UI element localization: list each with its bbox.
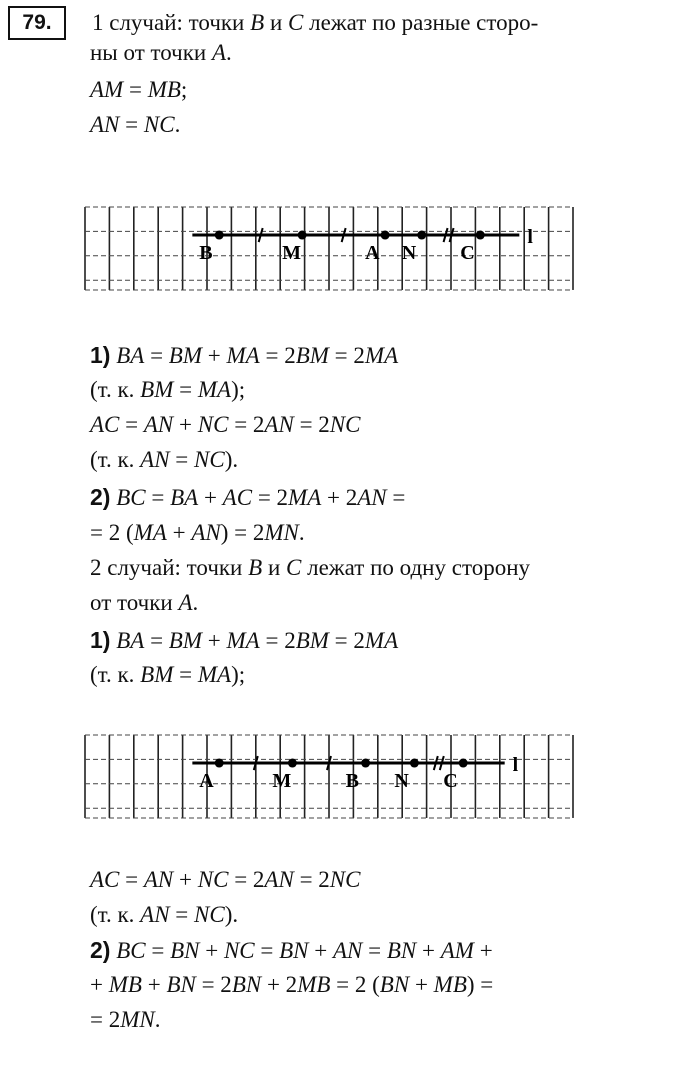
point-label: B (199, 242, 213, 265)
math-variable: MA (197, 377, 232, 402)
text-line (90, 660, 245, 690)
math-variable: BN (386, 938, 417, 963)
point-a (215, 759, 224, 768)
text-segment: = 2 (328, 628, 365, 653)
point-b (215, 231, 224, 240)
text-segment: = (145, 938, 171, 963)
text-segment: 2 случай: точки (90, 555, 249, 580)
math-variable: A (178, 590, 193, 615)
text-segment: = 2 (228, 412, 265, 437)
text-segment: = 2 (328, 343, 365, 368)
math-variable: BA (170, 485, 199, 510)
text-line (90, 900, 238, 930)
text-segment: = 2 (252, 485, 289, 510)
text-segment: = (173, 377, 198, 402)
math-variable: AC (90, 867, 120, 892)
math-variable: B (250, 10, 265, 35)
math-variable: BA (116, 628, 145, 653)
math-variable: NC (194, 902, 225, 927)
text-segment: . (298, 520, 305, 545)
text-segment: 1 случай: точки (92, 10, 251, 35)
point-label: C (460, 242, 475, 265)
text-segment: = (254, 938, 280, 963)
text-line (92, 8, 538, 38)
math-variable: NC (194, 447, 225, 472)
text-segment: = 2 ( (330, 972, 380, 997)
point-label: A (365, 242, 380, 265)
text-segment: ны от точки (90, 40, 212, 65)
math-variable: MN (120, 1007, 155, 1032)
text-segment: + (198, 485, 223, 510)
math-variable: AM (440, 938, 474, 963)
text-segment: + 2 (321, 485, 358, 510)
text-segment: = (144, 628, 169, 653)
math-variable: BM (295, 343, 329, 368)
math-variable: MN (264, 520, 299, 545)
math-variable: AN (264, 867, 294, 892)
text-segment: + (90, 972, 109, 997)
text-segment: ); (231, 662, 246, 687)
point-label: N (401, 242, 417, 265)
math-variable: AN (143, 412, 174, 437)
math-variable: NC (329, 867, 361, 892)
math-variable: BN (379, 972, 410, 997)
text-segment: + (173, 412, 198, 437)
text-segment: + (173, 867, 198, 892)
math-variable: BC (116, 938, 146, 963)
math-variable: BM (168, 343, 203, 368)
line-label: l (512, 754, 519, 777)
point-label: M (282, 242, 302, 265)
text-segment: = (362, 938, 387, 963)
math-variable: BM (140, 377, 174, 402)
math-variable: C (286, 555, 302, 580)
text-line (90, 445, 238, 475)
math-variable: BC (116, 485, 146, 510)
point-label: M (272, 770, 292, 793)
math-variable: BM (168, 628, 203, 653)
math-variable: MA (364, 343, 399, 368)
text-line (90, 553, 530, 583)
number-line-diagram-case-2 (80, 733, 580, 823)
text-segment: = 2 (259, 343, 296, 368)
text-segment: + (199, 938, 224, 963)
point-label: B (345, 770, 359, 793)
math-variable: AN (140, 902, 170, 927)
text-segment: (т. к. (90, 447, 141, 472)
item-number: 2) (90, 484, 111, 510)
text-segment: + (202, 628, 227, 653)
math-variable: AN (264, 412, 294, 437)
text-segment: лежат по разные сторо- (303, 10, 539, 35)
text-segment: лежат по одну сторону (301, 555, 531, 580)
math-variable: C (288, 10, 304, 35)
math-variable: MA (197, 662, 232, 687)
text-line (90, 625, 398, 656)
text-segment: = (119, 867, 144, 892)
text-line (90, 410, 360, 440)
math-variable: MA (133, 520, 167, 545)
text-segment: ) = (466, 972, 494, 997)
math-variable: AN (90, 112, 120, 137)
math-variable: BM (140, 662, 174, 687)
math-variable: AC (222, 485, 253, 510)
math-variable: A (211, 40, 227, 65)
math-variable: MA (226, 343, 260, 368)
math-variable: NC (143, 112, 175, 137)
text-segment: + (166, 520, 192, 545)
text-segment: ); (231, 377, 246, 402)
text-segment: + (473, 938, 493, 963)
text-segment: = (173, 662, 198, 687)
math-variable: BA (116, 343, 145, 368)
math-variable: MB (147, 77, 181, 102)
math-variable: MA (288, 485, 322, 510)
text-segment: = (386, 485, 406, 510)
text-segment: = (144, 343, 169, 368)
text-segment: + (202, 343, 227, 368)
point-c (476, 231, 485, 240)
text-segment: = (119, 112, 144, 137)
text-segment: . (226, 40, 232, 65)
text-line (90, 38, 232, 68)
text-segment: = 2 (228, 867, 265, 892)
text-segment: ) = 2 (220, 520, 265, 545)
math-variable: MB (108, 972, 142, 997)
text-segment: (т. к. (90, 377, 141, 402)
text-line (90, 75, 187, 105)
text-segment: = 2 (293, 412, 330, 437)
text-segment: и (264, 10, 288, 35)
text-segment: . (174, 112, 181, 137)
math-variable: BN (279, 938, 309, 963)
math-variable: B (248, 555, 263, 580)
math-variable: BN (170, 938, 200, 963)
text-line (90, 865, 360, 895)
point-n (410, 759, 419, 768)
text-segment: + (409, 972, 434, 997)
point-b (361, 759, 370, 768)
math-variable: AN (357, 485, 387, 510)
text-segment: ; (180, 77, 188, 102)
text-line (90, 1005, 160, 1035)
math-variable: AN (140, 447, 170, 472)
math-variable: AN (191, 520, 221, 545)
text-line (90, 935, 493, 966)
point-c (459, 759, 468, 768)
point-n (417, 231, 426, 240)
text-segment: = (169, 902, 195, 927)
item-number: 2) (90, 937, 111, 963)
math-variable: AN (333, 938, 363, 963)
point-a (381, 231, 390, 240)
math-variable: BM (295, 628, 329, 653)
line-label: l (527, 226, 533, 249)
text-line (90, 588, 198, 618)
text-line (90, 518, 305, 548)
text-segment: + (141, 972, 167, 997)
text-line (90, 375, 245, 405)
text-line (90, 340, 398, 371)
math-variable: MA (226, 628, 260, 653)
math-variable: BN (231, 972, 262, 997)
text-segment: ). (224, 902, 239, 927)
text-segment: + (308, 938, 333, 963)
text-segment: = (169, 447, 195, 472)
text-segment: и (262, 555, 286, 580)
number-line-diagram-case-1 (80, 205, 580, 295)
point-label: A (199, 770, 214, 793)
point-m (288, 759, 297, 768)
math-variable: MA (364, 628, 399, 653)
text-segment: ). (224, 447, 239, 472)
math-variable: NC (197, 412, 229, 437)
point-label: C (443, 770, 458, 793)
math-variable: NC (197, 867, 229, 892)
math-variable: MB (297, 972, 331, 997)
math-variable: AM (90, 77, 124, 102)
math-variable: NC (329, 412, 361, 437)
text-segment: . (192, 590, 199, 615)
math-variable: AC (90, 412, 120, 437)
text-segment: + 2 (261, 972, 298, 997)
text-segment: = 2 (293, 867, 330, 892)
text-segment: = 2 (259, 628, 296, 653)
math-variable: BN (166, 972, 196, 997)
text-line (90, 482, 405, 513)
item-number: 1) (90, 627, 111, 653)
text-line (90, 970, 493, 1000)
text-segment: = 2 (90, 1007, 121, 1032)
item-number: 1) (90, 342, 111, 368)
text-segment: = (119, 412, 144, 437)
text-segment: = 2 ( (90, 520, 134, 545)
text-segment: от точки (90, 590, 179, 615)
text-segment: . (154, 1007, 161, 1032)
point-label: N (394, 770, 409, 793)
text-line (90, 110, 180, 140)
text-segment: + (416, 938, 441, 963)
text-segment: (т. к. (90, 902, 141, 927)
math-variable: MB (433, 972, 467, 997)
text-segment: = 2 (195, 972, 232, 997)
text-segment: (т. к. (90, 662, 141, 687)
problem-number: 79. (8, 6, 66, 40)
text-segment: = (123, 77, 148, 102)
math-variable: AN (143, 867, 174, 892)
math-variable: NC (223, 938, 255, 963)
point-m (298, 231, 307, 240)
text-segment: = (145, 485, 171, 510)
